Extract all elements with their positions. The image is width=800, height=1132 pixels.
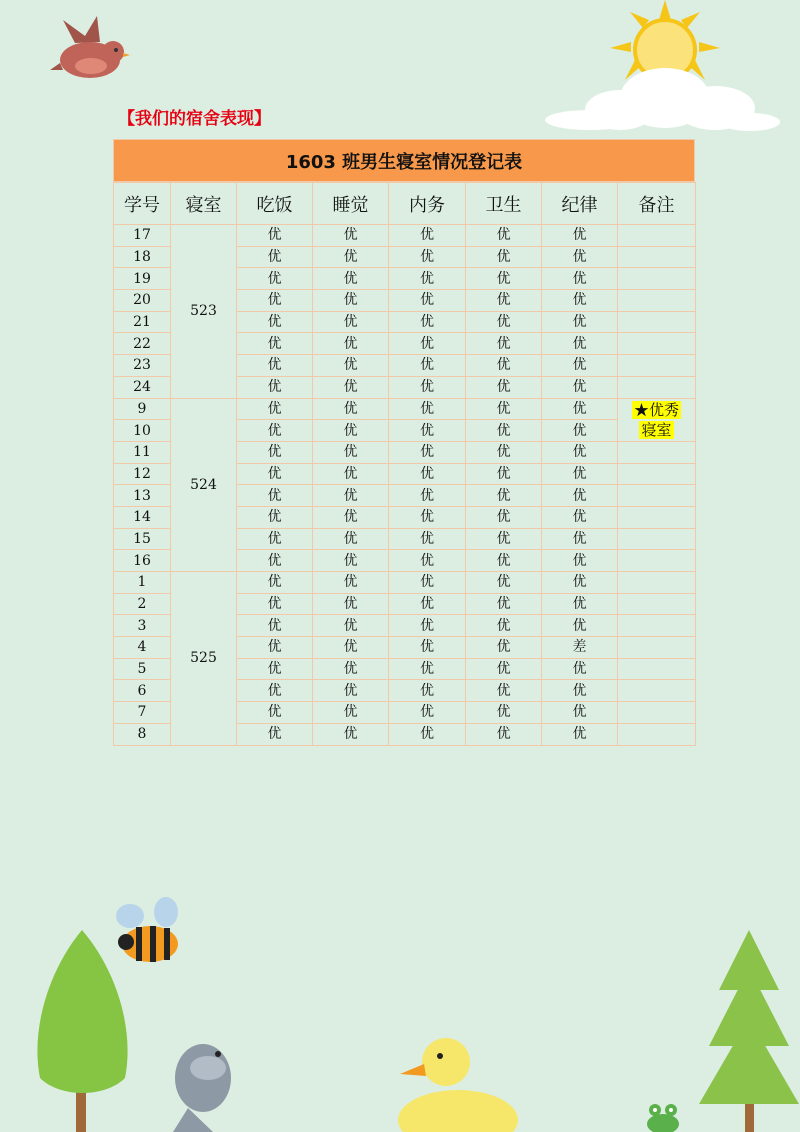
room-cell: 525 xyxy=(171,572,237,746)
duck-illustration xyxy=(398,1030,528,1132)
discipline-cell: 优 xyxy=(542,506,618,528)
housekeeping-cell: 优 xyxy=(389,658,466,680)
eating-cell: 优 xyxy=(237,311,313,333)
sleeping-cell: 优 xyxy=(313,637,389,659)
discipline-cell: 优 xyxy=(542,333,618,355)
room-cell: 524 xyxy=(171,398,237,572)
eating-cell: 优 xyxy=(237,572,313,594)
discipline-cell: 优 xyxy=(542,615,618,637)
remarks-cell xyxy=(618,268,696,290)
housekeeping-cell: 优 xyxy=(389,680,466,702)
housekeeping-cell: 优 xyxy=(389,246,466,268)
sleeping-cell: 优 xyxy=(313,615,389,637)
housekeeping-cell: 优 xyxy=(389,723,466,745)
sleeping-cell: 优 xyxy=(313,723,389,745)
remarks-cell xyxy=(618,572,696,594)
header-room: 寝室 xyxy=(171,183,237,225)
hygiene-cell: 优 xyxy=(466,441,542,463)
discipline-cell: 优 xyxy=(542,702,618,724)
remarks-cell xyxy=(618,485,696,507)
remarks-cell xyxy=(618,311,696,333)
hygiene-cell: 优 xyxy=(466,333,542,355)
sleeping-cell: 优 xyxy=(313,485,389,507)
housekeeping-cell: 优 xyxy=(389,572,466,594)
header-housekeeping: 内务 xyxy=(389,183,466,225)
sleeping-cell: 优 xyxy=(313,441,389,463)
discipline-cell: 优 xyxy=(542,398,618,420)
hygiene-cell: 优 xyxy=(466,637,542,659)
student-id-cell: 22 xyxy=(114,333,171,355)
bird-illustration xyxy=(45,8,130,90)
table-title: 1603 班男生寝室情况登记表 xyxy=(113,139,695,182)
discipline-cell: 优 xyxy=(542,246,618,268)
remarks-cell xyxy=(618,398,696,441)
discipline-cell: 优 xyxy=(542,680,618,702)
hygiene-cell: 优 xyxy=(466,398,542,420)
discipline-cell: 优 xyxy=(542,376,618,398)
remarks-cell xyxy=(618,463,696,485)
student-id-cell: 10 xyxy=(114,420,171,442)
sleeping-cell: 优 xyxy=(313,702,389,724)
housekeeping-cell: 优 xyxy=(389,702,466,724)
header-sleeping: 睡觉 xyxy=(313,183,389,225)
housekeeping-cell: 优 xyxy=(389,398,466,420)
sleeping-cell: 优 xyxy=(313,506,389,528)
hygiene-cell: 优 xyxy=(466,268,542,290)
remarks-cell xyxy=(618,333,696,355)
hygiene-cell: 优 xyxy=(466,420,542,442)
remarks-cell xyxy=(618,376,696,398)
remarks-cell xyxy=(618,658,696,680)
hygiene-cell: 优 xyxy=(466,376,542,398)
hygiene-cell: 优 xyxy=(466,593,542,615)
housekeeping-cell: 优 xyxy=(389,485,466,507)
hygiene-cell: 优 xyxy=(466,311,542,333)
student-id-cell: 18 xyxy=(114,246,171,268)
remarks-cell xyxy=(618,528,696,550)
sleeping-cell: 优 xyxy=(313,572,389,594)
housekeeping-cell: 优 xyxy=(389,268,466,290)
remarks-cell xyxy=(618,550,696,572)
discipline-cell: 优 xyxy=(542,485,618,507)
housekeeping-cell: 优 xyxy=(389,441,466,463)
student-id-cell: 24 xyxy=(114,376,171,398)
note-line-1: ★优秀 xyxy=(633,400,679,419)
eating-cell: 优 xyxy=(237,723,313,745)
sleeping-cell: 优 xyxy=(313,528,389,550)
student-id-cell: 11 xyxy=(114,441,171,463)
table-body xyxy=(114,225,696,746)
hygiene-cell: 优 xyxy=(466,225,542,247)
remarks-cell xyxy=(618,246,696,268)
housekeeping-cell: 优 xyxy=(389,528,466,550)
hygiene-cell: 优 xyxy=(466,355,542,377)
housekeeping-cell: 优 xyxy=(389,376,466,398)
student-id-cell: 15 xyxy=(114,528,171,550)
discipline-cell: 优 xyxy=(542,290,618,312)
sleeping-cell: 优 xyxy=(313,376,389,398)
sleeping-cell: 优 xyxy=(313,268,389,290)
remarks-cell xyxy=(618,702,696,724)
student-id-cell: 13 xyxy=(114,485,171,507)
sleeping-cell: 优 xyxy=(313,680,389,702)
student-id-cell: 21 xyxy=(114,311,171,333)
discipline-cell: 优 xyxy=(542,311,618,333)
eating-cell: 优 xyxy=(237,333,313,355)
room-cell: 523 xyxy=(171,225,237,399)
student-id-cell: 4 xyxy=(114,637,171,659)
note-line-2: 寝室 xyxy=(641,420,672,439)
sleeping-cell: 优 xyxy=(313,658,389,680)
eating-cell: 优 xyxy=(237,615,313,637)
hygiene-cell: 优 xyxy=(466,246,542,268)
excellent-dorm-note xyxy=(632,400,681,440)
student-id-cell: 12 xyxy=(114,463,171,485)
student-id-cell: 7 xyxy=(114,702,171,724)
student-id-cell: 8 xyxy=(114,723,171,745)
section-heading: 【我们的宿舍表现】 xyxy=(118,109,271,129)
eating-cell: 优 xyxy=(237,593,313,615)
remarks-cell xyxy=(618,225,696,247)
eating-cell: 优 xyxy=(237,376,313,398)
housekeeping-cell: 优 xyxy=(389,225,466,247)
remarks-cell xyxy=(618,441,696,463)
student-id-cell: 2 xyxy=(114,593,171,615)
student-id-cell: 1 xyxy=(114,572,171,594)
sleeping-cell: 优 xyxy=(313,290,389,312)
eating-cell: 优 xyxy=(237,420,313,442)
eating-cell: 优 xyxy=(237,441,313,463)
remarks-cell xyxy=(618,637,696,659)
hygiene-cell: 优 xyxy=(466,572,542,594)
student-id-cell: 19 xyxy=(114,268,171,290)
housekeeping-cell: 优 xyxy=(389,333,466,355)
discipline-cell: 优 xyxy=(542,420,618,442)
frog-illustration xyxy=(645,1102,681,1132)
discipline-cell: 优 xyxy=(542,658,618,680)
remarks-cell xyxy=(618,615,696,637)
cloud-illustration xyxy=(545,58,780,133)
student-id-cell: 6 xyxy=(114,680,171,702)
housekeeping-cell: 优 xyxy=(389,506,466,528)
eating-cell: 优 xyxy=(237,485,313,507)
sleeping-cell: 优 xyxy=(313,398,389,420)
eating-cell: 优 xyxy=(237,550,313,572)
housekeeping-cell: 优 xyxy=(389,550,466,572)
header-remarks: 备注 xyxy=(618,183,696,225)
student-id-cell: 3 xyxy=(114,615,171,637)
discipline-cell: 优 xyxy=(542,593,618,615)
eating-cell: 优 xyxy=(237,506,313,528)
sleeping-cell: 优 xyxy=(313,420,389,442)
eating-cell: 优 xyxy=(237,290,313,312)
tree-right-illustration xyxy=(697,928,800,1132)
remarks-cell xyxy=(618,355,696,377)
eating-cell: 优 xyxy=(237,680,313,702)
housekeeping-cell: 优 xyxy=(389,311,466,333)
header-hygiene: 卫生 xyxy=(466,183,542,225)
student-id-cell: 9 xyxy=(114,398,171,420)
housekeeping-cell: 优 xyxy=(389,615,466,637)
housekeeping-cell: 优 xyxy=(389,420,466,442)
hygiene-cell: 优 xyxy=(466,506,542,528)
housekeeping-cell: 优 xyxy=(389,290,466,312)
header-discipline: 纪律 xyxy=(542,183,618,225)
header-student-id: 学号 xyxy=(114,183,171,225)
housekeeping-cell: 优 xyxy=(389,463,466,485)
eating-cell: 优 xyxy=(237,463,313,485)
eating-cell: 优 xyxy=(237,658,313,680)
hygiene-cell: 优 xyxy=(466,615,542,637)
hygiene-cell: 优 xyxy=(466,528,542,550)
discipline-cell: 优 xyxy=(542,528,618,550)
sleeping-cell: 优 xyxy=(313,333,389,355)
student-id-cell: 20 xyxy=(114,290,171,312)
remarks-cell xyxy=(618,593,696,615)
remarks-cell xyxy=(618,680,696,702)
discipline-cell: 优 xyxy=(542,225,618,247)
discipline-cell: 优 xyxy=(542,441,618,463)
hygiene-cell: 优 xyxy=(466,658,542,680)
fish-illustration xyxy=(168,1038,243,1132)
student-id-cell: 17 xyxy=(114,225,171,247)
dorm-record-table xyxy=(113,139,695,746)
hygiene-cell: 优 xyxy=(466,290,542,312)
hygiene-cell: 优 xyxy=(466,723,542,745)
student-id-cell: 5 xyxy=(114,658,171,680)
housekeeping-cell: 优 xyxy=(389,637,466,659)
student-id-cell: 14 xyxy=(114,506,171,528)
discipline-cell: 优 xyxy=(542,268,618,290)
student-id-cell: 16 xyxy=(114,550,171,572)
hygiene-cell: 优 xyxy=(466,485,542,507)
discipline-cell: 优 xyxy=(542,723,618,745)
table-row xyxy=(114,572,696,594)
housekeeping-cell: 优 xyxy=(389,593,466,615)
remarks-cell xyxy=(618,723,696,745)
discipline-cell: 优 xyxy=(542,463,618,485)
remarks-cell xyxy=(618,290,696,312)
sleeping-cell: 优 xyxy=(313,355,389,377)
sleeping-cell: 优 xyxy=(313,225,389,247)
header-eating: 吃饭 xyxy=(237,183,313,225)
tree-left-illustration xyxy=(30,928,135,1132)
eating-cell: 优 xyxy=(237,528,313,550)
discipline-cell: 优 xyxy=(542,355,618,377)
hygiene-cell: 优 xyxy=(466,702,542,724)
sleeping-cell: 优 xyxy=(313,463,389,485)
sleeping-cell: 优 xyxy=(313,246,389,268)
discipline-cell: 优 xyxy=(542,572,618,594)
hygiene-cell: 优 xyxy=(466,680,542,702)
header-row xyxy=(114,183,696,225)
table-row xyxy=(114,398,696,420)
table-row xyxy=(114,225,696,247)
discipline-cell: 优 xyxy=(542,550,618,572)
eating-cell: 优 xyxy=(237,268,313,290)
hygiene-cell: 优 xyxy=(466,550,542,572)
eating-cell: 优 xyxy=(237,398,313,420)
student-id-cell: 23 xyxy=(114,355,171,377)
eating-cell: 优 xyxy=(237,225,313,247)
housekeeping-cell: 优 xyxy=(389,355,466,377)
sleeping-cell: 优 xyxy=(313,593,389,615)
eating-cell: 优 xyxy=(237,246,313,268)
eating-cell: 优 xyxy=(237,702,313,724)
discipline-cell: 差 xyxy=(542,637,618,659)
eating-cell: 优 xyxy=(237,355,313,377)
eating-cell: 优 xyxy=(237,637,313,659)
sleeping-cell: 优 xyxy=(313,550,389,572)
hygiene-cell: 优 xyxy=(466,463,542,485)
remarks-cell xyxy=(618,506,696,528)
sleeping-cell: 优 xyxy=(313,311,389,333)
